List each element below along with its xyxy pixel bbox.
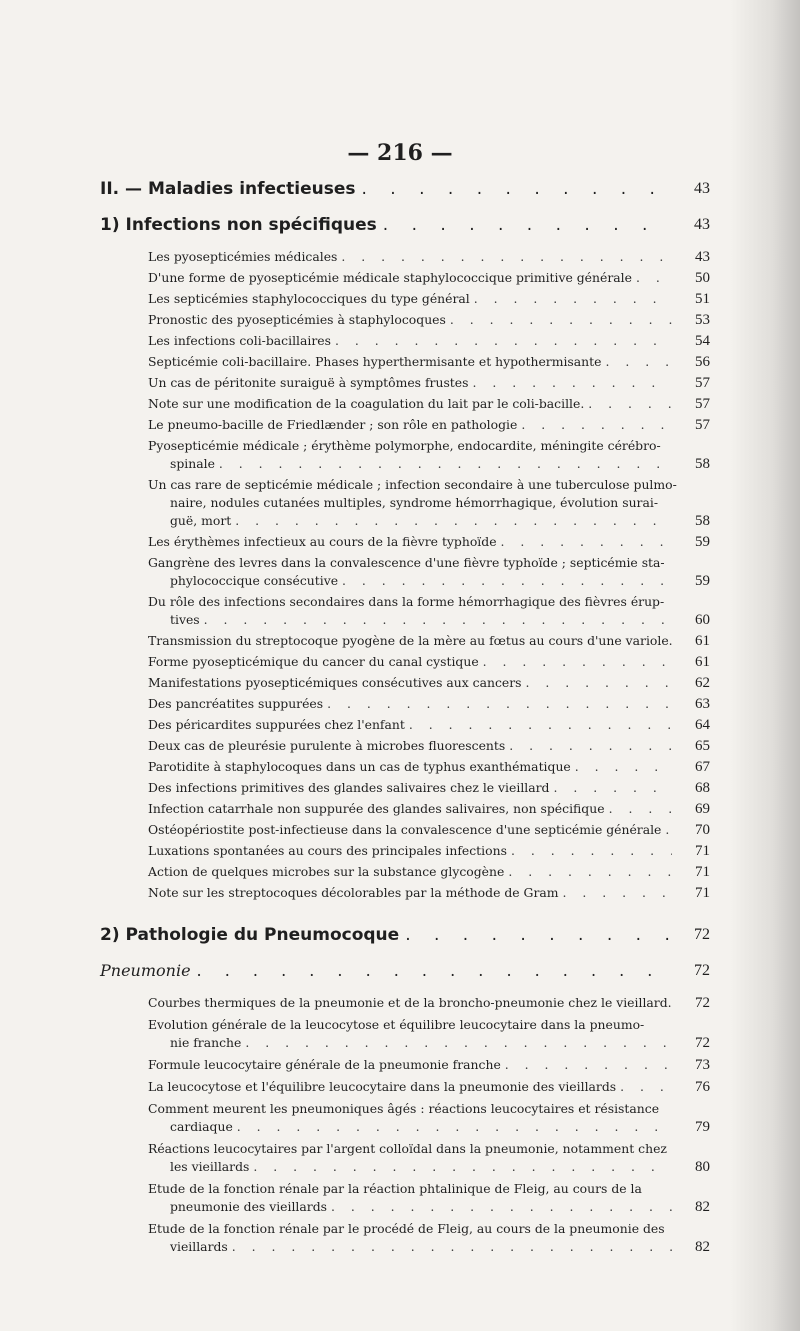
subheading-title: Pneumonie [100, 961, 191, 980]
toc-entry-title: Ostéopériostite post-infectieuse dans la convalescence d'une septicémie générale [148, 822, 662, 837]
toc-entry-title: Des infections primitives des glandes salivaires chez le vieillard [148, 780, 550, 795]
toc-entry-page: 71 [695, 885, 710, 901]
leader-dots [474, 290, 672, 308]
leader-dots [521, 416, 672, 434]
toc-entry [148, 779, 710, 797]
toc-entry-page: 64 [695, 717, 710, 733]
leader-dots [327, 695, 672, 713]
toc-entry-title: Un cas de péritonite suraiguë à symptômes frustes [148, 375, 469, 390]
toc-entry-title: Comment meurent les pneumoniques âgés : réactions leucocytaires et résistance [148, 1101, 660, 1116]
leader-dots [450, 311, 672, 329]
toc-entry-continuation: vieillards [170, 1239, 228, 1254]
toc-entry [148, 1220, 710, 1256]
leader-dots [342, 572, 672, 590]
toc-entry-page: 59 [695, 573, 710, 589]
toc-entry [148, 1016, 710, 1052]
toc-entry-page: 82 [695, 1199, 710, 1215]
leader-dots [409, 716, 672, 734]
toc-entry-page: 63 [695, 696, 710, 712]
heading-infections-non-specifiques [100, 214, 710, 236]
toc-entry-last-line [170, 512, 710, 530]
leader-dots [472, 374, 672, 392]
toc-entry [148, 884, 710, 902]
toc-entry-page: 60 [695, 612, 710, 628]
toc-entry-title: Action de quelques microbes sur la substance glycogène [148, 864, 505, 879]
toc-entry-page: 57 [695, 396, 710, 412]
toc-entry-title: Manifestations pyosepticémiques consécutives aux cancers [148, 675, 522, 690]
toc-entry [148, 554, 710, 590]
toc-entry-continuation: cardiaque [170, 1119, 233, 1134]
toc-entry-title: Un cas rare de septicémie médicale ; infection secondaire à une tuberculose pulmo- [148, 477, 677, 492]
toc-entry-page: 80 [695, 1159, 710, 1175]
leader-dots [335, 332, 672, 350]
toc-entry-continuation: spinale [170, 456, 215, 471]
toc-entry-title: Note sur les streptocoques décolorables par la méthode de Gram [148, 885, 559, 900]
leader-dots [219, 455, 672, 473]
toc-entry-title: Des péricardites suppurées chez l'enfant [148, 717, 405, 732]
toc-entry-last-line [170, 611, 710, 629]
toc-entry [148, 1078, 710, 1096]
leader-dots [665, 821, 672, 839]
heading-page: 43 [694, 216, 710, 233]
toc-entry-title: Courbes thermiques de la pneumonie et de la broncho-pneumonie chez le vieillard. [148, 995, 672, 1010]
toc-entry [148, 863, 710, 881]
leader-dots [383, 214, 670, 236]
toc-entry-page: 58 [695, 513, 710, 529]
heading-title: II. — Maladies infectieuses [100, 179, 356, 199]
toc-entry-page: 61 [695, 654, 710, 670]
toc-entry-page: 51 [695, 291, 710, 307]
subheading-page: 72 [694, 962, 710, 979]
toc-entry-title: Du rôle des infections secondaires dans la forme hémorrhagique des fièvres érup- [148, 594, 665, 609]
toc-entry [148, 374, 710, 392]
toc-entry [148, 842, 710, 860]
toc-entry-title: Le pneumo-bacille de Friedlænder ; son rôle en pathologie [148, 417, 518, 432]
toc-entry-title: Réactions leucocytaires par l'argent colloïdal dans la pneumonie, notamment chez [148, 1141, 667, 1156]
toc-entry [148, 476, 710, 530]
heading-maladies-infectieuses [100, 178, 710, 200]
toc-entry [148, 332, 710, 350]
toc-entry-title: Transmission du streptocoque pyogène de la mère au fœtus au cours d'une variole. [148, 633, 673, 648]
toc-entry-continuation: tives [170, 612, 200, 627]
toc-entry [148, 653, 710, 671]
toc-entry-title: Forme pyosepticémique du cancer du canal cystique [148, 654, 479, 669]
leader-dots [575, 758, 672, 776]
toc-entry-page: 53 [695, 312, 710, 328]
toc-entry-last-line [170, 1198, 710, 1216]
leader-dots [509, 737, 672, 755]
toc-entry-page: 68 [695, 780, 710, 796]
subheading-pneumonie [100, 960, 710, 982]
section-infections-list [100, 248, 710, 902]
leader-dots [237, 1118, 672, 1136]
toc-entry [148, 1100, 710, 1136]
leader-dots [605, 353, 672, 371]
section-pneumonie-list [100, 994, 710, 1256]
leader-dots [405, 924, 670, 946]
toc-entry-continuation: les vieillards [170, 1159, 250, 1174]
toc-entry [148, 437, 710, 473]
toc-entry-last-line [170, 572, 710, 590]
toc-entry-title: Gangrène des levres dans la convalescence d'une fièvre typhoïde ; septicémie sta- [148, 555, 665, 570]
toc-entry-last-line [170, 1118, 710, 1136]
leader-dots [197, 960, 670, 982]
toc-entry-title: Les pyosepticémies médicales [148, 249, 338, 264]
leader-dots [204, 611, 672, 629]
leader-dots [361, 178, 670, 200]
toc-entry [148, 737, 710, 755]
toc-entry [148, 533, 710, 551]
toc-entry [148, 716, 710, 734]
toc-entry-page: 57 [695, 417, 710, 433]
toc-entry [148, 395, 710, 413]
toc-entry-page: 82 [695, 1239, 710, 1255]
table-of-contents [100, 178, 710, 1260]
page-edge-shadow [730, 0, 800, 1331]
toc-entry-page: 59 [695, 534, 710, 550]
page-number: — 216 — [347, 140, 453, 166]
toc-entry-page: 71 [695, 864, 710, 880]
toc-entry-title: Etude de la fonction rénale par le procédé de Fleig, au cours de la pneumonie des [148, 1221, 665, 1236]
toc-entry [148, 632, 710, 650]
toc-entry-title: Parotidite à staphylocoques dans un cas de typhus exanthématique [148, 759, 571, 774]
toc-entry-page: 73 [695, 1057, 710, 1073]
leader-dots [526, 674, 672, 692]
toc-entry-title: Septicémie coli-bacillaire. Phases hyperthermisante et hypothermisante [148, 354, 602, 369]
toc-entry-page: 62 [695, 675, 710, 691]
toc-entry-page: 72 [695, 1035, 710, 1051]
toc-entry-title: Les infections coli-bacillaires [148, 333, 331, 348]
toc-entry-title: Les septicémies staphylococciques du type général [148, 291, 470, 306]
toc-entry-continuation: pneumonie des vieillards [170, 1199, 327, 1214]
leader-dots [253, 1158, 672, 1176]
toc-entry-page: 69 [695, 801, 710, 817]
toc-entry-title: Des pancréatites suppurées [148, 696, 324, 711]
heading-title: 2) Pathologie du Pneumocoque [100, 925, 400, 945]
leader-dots [245, 1034, 672, 1052]
toc-entry-page: 61 [695, 633, 710, 649]
toc-entry-page: 72 [695, 995, 710, 1011]
toc-entry-page: 70 [695, 822, 710, 838]
toc-entry [148, 800, 710, 818]
toc-entry-title: Evolution générale de la leucocytose et équilibre leucocytaire dans la pneumo- [148, 1017, 645, 1032]
toc-entry-title: Luxations spontanées au cours des principales infections [148, 843, 507, 858]
toc-entry-page: 79 [695, 1119, 710, 1135]
heading-pathologie-pneumocoque [100, 924, 710, 946]
toc-entry [148, 1180, 710, 1216]
toc-entry-continuation: guë, mort [170, 513, 232, 528]
toc-entry-title: Deux cas de pleurésie purulente à microbes fluorescents [148, 738, 506, 753]
toc-entry [148, 695, 710, 713]
toc-entry [148, 674, 710, 692]
toc-entry-title: Infection catarrhale non suppurée des glandes salivaires, non spécifique [148, 801, 605, 816]
leader-dots [563, 884, 672, 902]
toc-entry-continuation: nie franche [170, 1035, 242, 1050]
toc-entry [148, 290, 710, 308]
toc-entry [148, 758, 710, 776]
leader-dots [232, 1238, 672, 1256]
leader-dots [331, 1198, 672, 1216]
leader-dots [508, 863, 672, 881]
leader-dots [483, 653, 672, 671]
toc-entry [148, 311, 710, 329]
toc-entry [148, 1140, 710, 1176]
toc-entry-title: Formule leucocytaire générale de la pneumonie franche [148, 1057, 501, 1072]
toc-entry-title: Etude de la fonction rénale par la réaction phtalinique de Fleig, au cours de la [148, 1181, 642, 1196]
heading-title: 1) Infections non spécifiques [100, 215, 377, 235]
toc-entry-title: Les érythèmes infectieux au cours de la fièvre typhoïde [148, 534, 497, 549]
heading-page: 72 [694, 926, 710, 943]
toc-entry-continuation: naire, nodules cutanées multiples, syndrome hémorrhagique, évolution surai- [170, 495, 659, 510]
leader-dots [235, 512, 672, 530]
toc-entry [148, 248, 710, 266]
toc-entry-last-line [170, 1238, 710, 1256]
toc-entry [148, 416, 710, 434]
toc-entry-page: 71 [695, 843, 710, 859]
toc-entry [148, 353, 710, 371]
toc-entry-last-line [170, 455, 710, 473]
leader-dots [609, 800, 672, 818]
toc-entry-title: La leucocytose et l'équilibre leucocytaire dans la pneumonie des vieillards [148, 1079, 617, 1094]
toc-entry-title: Pronostic des pyosepticémies à staphylocoques [148, 312, 446, 327]
toc-entry [148, 269, 710, 287]
leader-dots [588, 395, 672, 413]
leader-dots [636, 269, 672, 287]
toc-entry [148, 994, 710, 1012]
leader-dots [511, 842, 672, 860]
toc-entry-title: D'une forme de pyosepticémie médicale staphylococcique primitive générale [148, 270, 632, 285]
toc-entry [148, 821, 710, 839]
leader-dots [620, 1078, 672, 1096]
toc-entry-page: 67 [695, 759, 710, 775]
leader-dots [554, 779, 673, 797]
toc-entry [148, 1056, 710, 1074]
leader-dots [501, 533, 672, 551]
heading-page: 43 [694, 180, 710, 197]
toc-entry-page: 65 [695, 738, 710, 754]
toc-entry-page: 54 [695, 333, 710, 349]
toc-entry-title: Pyosepticémie médicale ; érythème polymorphe, endocardite, méningite cérébro- [148, 438, 661, 453]
toc-entry-page: 58 [695, 456, 710, 472]
toc-entry [148, 593, 710, 629]
leader-dots [505, 1056, 672, 1074]
toc-entry-page: 43 [695, 249, 710, 265]
toc-entry-last-line [170, 1158, 710, 1176]
toc-entry-page: 76 [695, 1079, 710, 1095]
toc-entry-continuation: phylococcique consécutive [170, 573, 339, 588]
toc-entry-title: Note sur une modification de la coagulation du lait par le coli-bacille. [148, 396, 585, 411]
toc-entry-last-line [170, 1034, 710, 1052]
toc-entry-page: 56 [695, 354, 710, 370]
leader-dots [341, 248, 672, 266]
toc-entry-page: 57 [695, 375, 710, 391]
toc-entry-page: 50 [695, 270, 710, 286]
